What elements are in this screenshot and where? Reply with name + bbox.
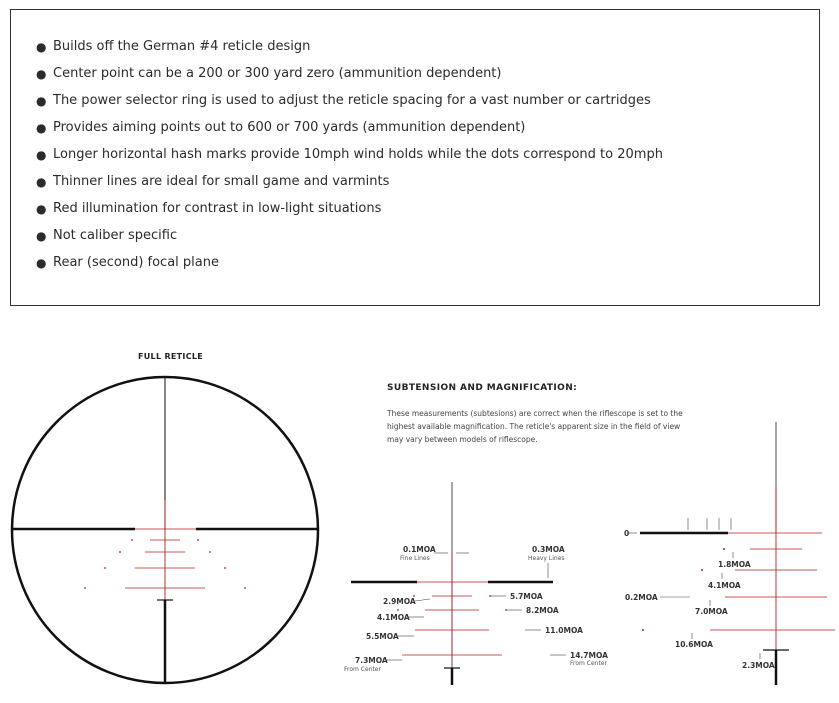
wind-dot [104,567,106,569]
label-8-2moa: 8.2MOA [526,606,559,615]
callout-arrow [415,599,430,601]
feature-box: ● Builds off the German #4 reticle design ● Center point can be a 200 or 300 yard zero (ammunition dependent) ● The power selector ring is used to adjust the reticle spacing for a vast number or cartridges ● Provides aiming points out to 600 or 700 yards (ammunition dependent) ● Longer horizontal hash marks provide 10mph wind holds while the dots correspond to 20mph ● Thinner lines are ideal for small game and varmints ● Red illumination for contrast in low-light situations ● Not caliber specific ● Rear (second) focal plane [10,9,820,306]
label-zero: 0 [624,529,630,538]
bullet-icon: ● [36,40,47,54]
label-0-2moa: 0.2MOA [625,593,658,602]
wind-dot [224,567,226,569]
wind-dot [209,551,211,553]
label-2-9moa: 2.9MOA [383,597,416,606]
label-11-0moa: 11.0MOA [545,626,583,635]
label-10-6moa: 10.6MOA [675,640,713,649]
bullet-icon: ● [36,175,47,189]
bullet-icon: ● [36,67,47,81]
full-reticle-label: FULL RETICLE [138,352,204,361]
label-14-7moa: 14.7MOA [570,651,608,660]
label-5-5moa: 5.5MOA [366,632,399,641]
heavy-line-value: 0.3MOA [532,545,565,554]
label-7-3moa: 7.3MOA [355,656,388,665]
label-5-7moa: 5.7MOA [510,592,543,601]
subtension-description: These measurements (subtesions) are correct when the riflescope is set to the highest available magnification. The reticle's apparent size in the field of view may vary between models of riflescope. [387,409,683,444]
wind-dot [723,548,725,550]
label-4-1moa-right: 4.1MOA [708,581,741,590]
label-7-0moa: 7.0MOA [695,607,728,616]
bullet-icon: ● [36,121,47,135]
heavy-line-caption: Heavy Lines [528,555,565,562]
wind-dot [701,569,703,571]
bullet-icon: ● [36,202,47,216]
fine-line-value: 0.1MOA [403,545,436,554]
label-2-3moa: 2.3MOA [742,661,775,670]
fine-line-caption: Fine Lines [400,555,430,562]
label-7-3moa-caption: From Center [344,666,381,673]
wind-dot [244,587,246,589]
bullet-icon: ● [36,229,47,243]
label-1-8moa: 1.8MOA [718,560,751,569]
wind-dot [84,587,86,589]
bullet-icon: ● [36,94,47,108]
wind-dot [397,609,399,611]
label-4-1moa: 4.1MOA [377,613,410,622]
wind-dot [119,551,121,553]
subtension-title: SUBTENSION AND MAGNIFICATION: [387,383,578,393]
wind-dot [197,539,199,541]
quarter-subtension-diagram [624,422,835,685]
bullet-icon: ● [36,256,47,270]
full-reticle [12,377,318,683]
bullet-icon: ● [36,148,47,162]
center-subtension-diagram [344,482,608,685]
wind-dot [642,629,644,631]
wind-dot [131,539,133,541]
label-14-7moa-caption: From Center [570,660,607,667]
